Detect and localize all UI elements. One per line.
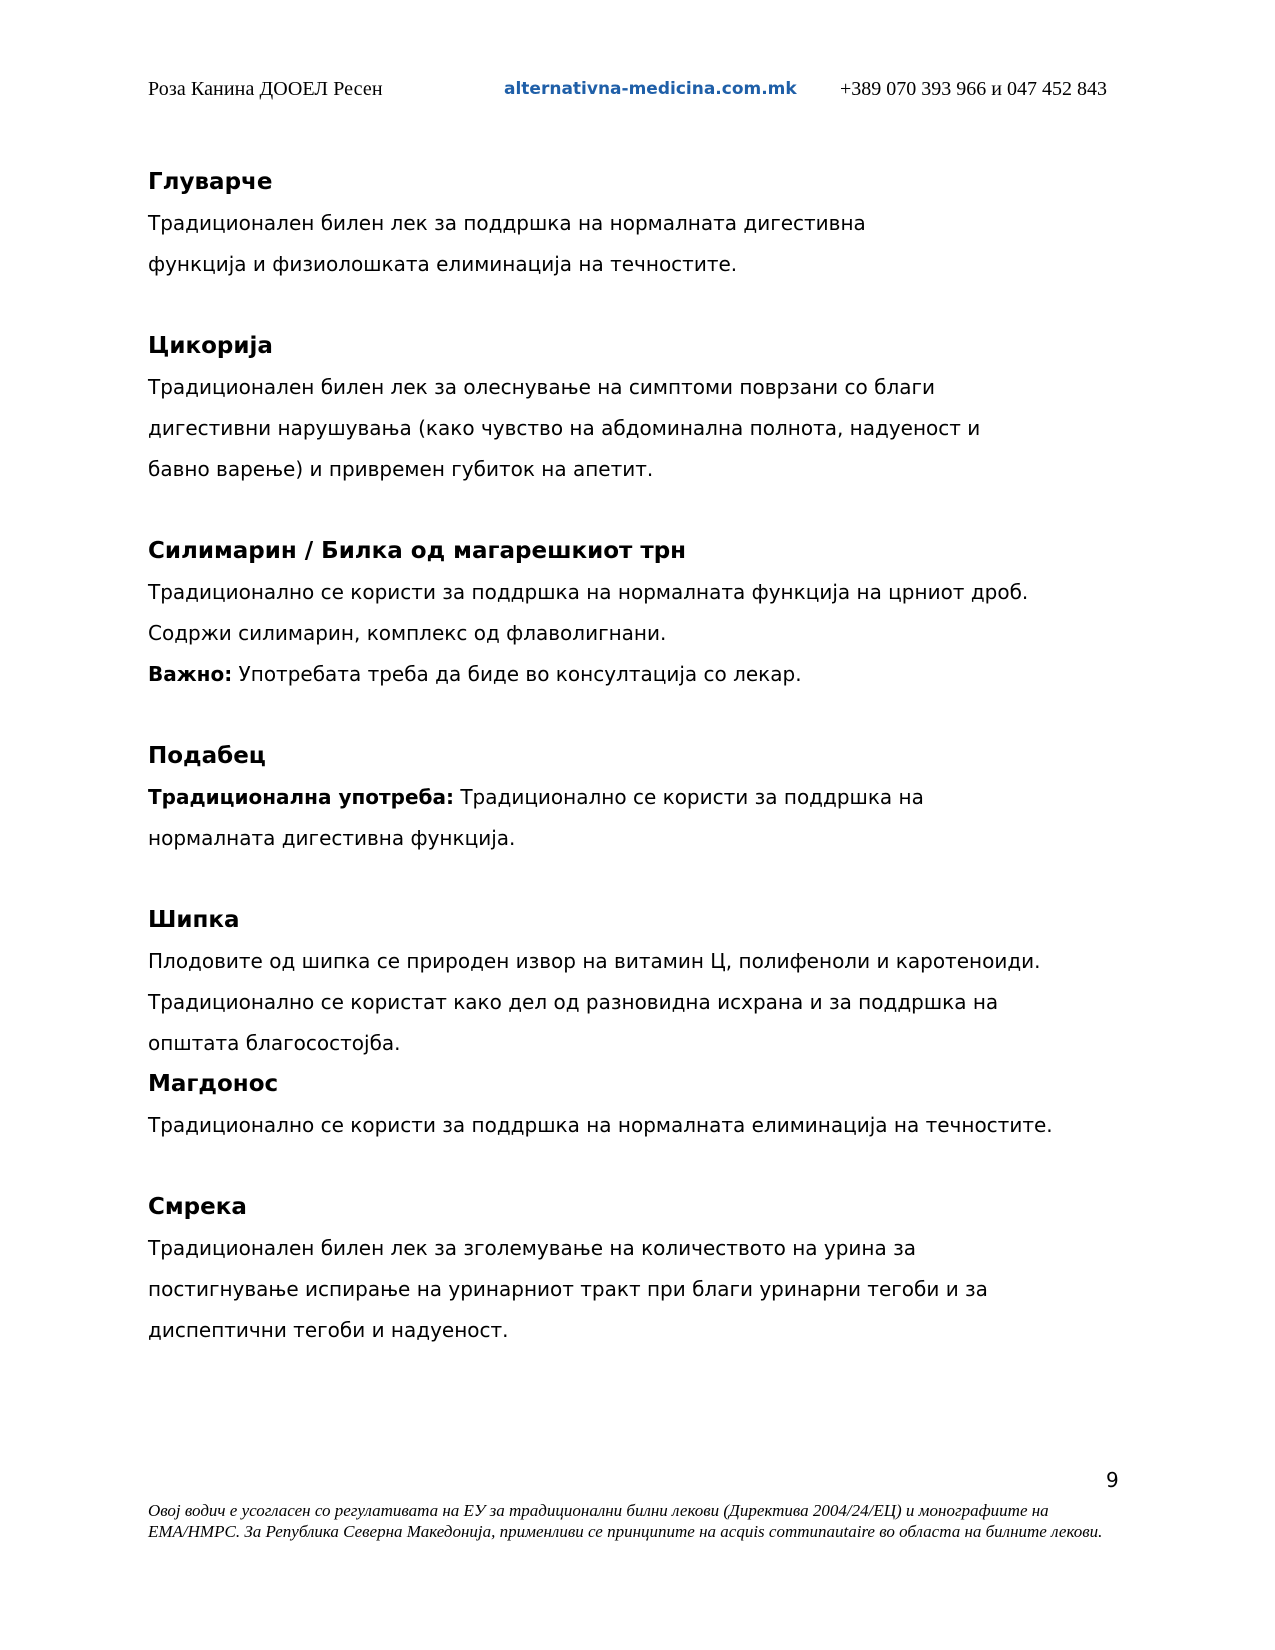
entry-title: Глуварче bbox=[148, 169, 273, 195]
entry-text: Традиционално се користи за поддршка на нормалната елиминација на течностите. bbox=[148, 1113, 1053, 1137]
entry-shipka bbox=[148, 900, 1128, 1064]
website-link[interactable]: alternativna-medicina.com.mk bbox=[504, 79, 797, 99]
document-body bbox=[148, 162, 1128, 1351]
entry-title: Подабец bbox=[148, 743, 266, 769]
entry-title: Смрека bbox=[148, 1194, 247, 1220]
entry-text: Традиционален билен лек за зголемување на количеството на урина за постигнување испирање на уринарниот тракт при благи уринарни тегоби и за диспептични тегоби и надуеност. bbox=[148, 1236, 988, 1342]
entry-text bbox=[148, 777, 1028, 859]
page-number: 9 bbox=[1106, 1468, 1119, 1492]
note-label: Важно: bbox=[148, 662, 233, 686]
entry-title: Цикорија bbox=[148, 333, 273, 359]
entry-title: Шипка bbox=[148, 907, 240, 933]
phone-numbers: +389 070 393 966 и 047 452 843 bbox=[840, 78, 1107, 100]
entry-text: Традиционален билен лек за олеснување на симптоми поврзани со благи дигестивни нарушувања (како чувство на абдоминална полнота, надуеност и бавно варење) и привремен губиток на апетит. bbox=[148, 375, 981, 481]
entry-text: Плодовите од шипка се природен извор на витамин Ц, полифеноли и каротеноиди. Традиционално се користат како дел од разновидна исхрана и за поддршка на општата благосостојба. bbox=[148, 949, 1041, 1055]
company-name: Роза Канина ДООЕЛ Ресен bbox=[148, 78, 383, 100]
entry-smreka bbox=[148, 1187, 1128, 1351]
entry-gluvarche bbox=[148, 162, 1128, 285]
entry-podabec bbox=[148, 736, 1128, 859]
entry-note bbox=[148, 654, 1128, 695]
entry-cikorija bbox=[148, 326, 1128, 490]
page-header bbox=[148, 78, 1128, 108]
note-text: Употребата треба да биде во консултација со лекар. bbox=[232, 662, 802, 686]
entry-title: Силимарин / Билка од магарешкиот трн bbox=[148, 538, 687, 564]
entry-title: Магдонос bbox=[148, 1071, 279, 1097]
entry-text: Традиционален билен лек за поддршка на нормалната дигестивна функција и физиолошката елиминација на течностите. bbox=[148, 211, 866, 276]
entry-magdonos bbox=[148, 1064, 1128, 1146]
footer-disclaimer: Овој водич е усогласен со регулативата на ЕУ за традиционални билни лекови (Директива 2004/24/ЕЦ) и монографиите на EMA/HMPC. За Република Северна Македонија, применливи се принципите на acquis communautaire во областа на билните лекови. bbox=[148, 1501, 1103, 1541]
usage-text: Традиционално се користи за поддршка на нормалната дигестивна функција. bbox=[148, 785, 924, 850]
entry-silimarin bbox=[148, 531, 1128, 695]
entry-text: Традиционално се користи за поддршка на нормалната функција на црниот дроб. Содржи силимарин, комплекс од флаволигнани. bbox=[148, 580, 1029, 645]
usage-label: Традиционална употреба: bbox=[148, 785, 454, 809]
